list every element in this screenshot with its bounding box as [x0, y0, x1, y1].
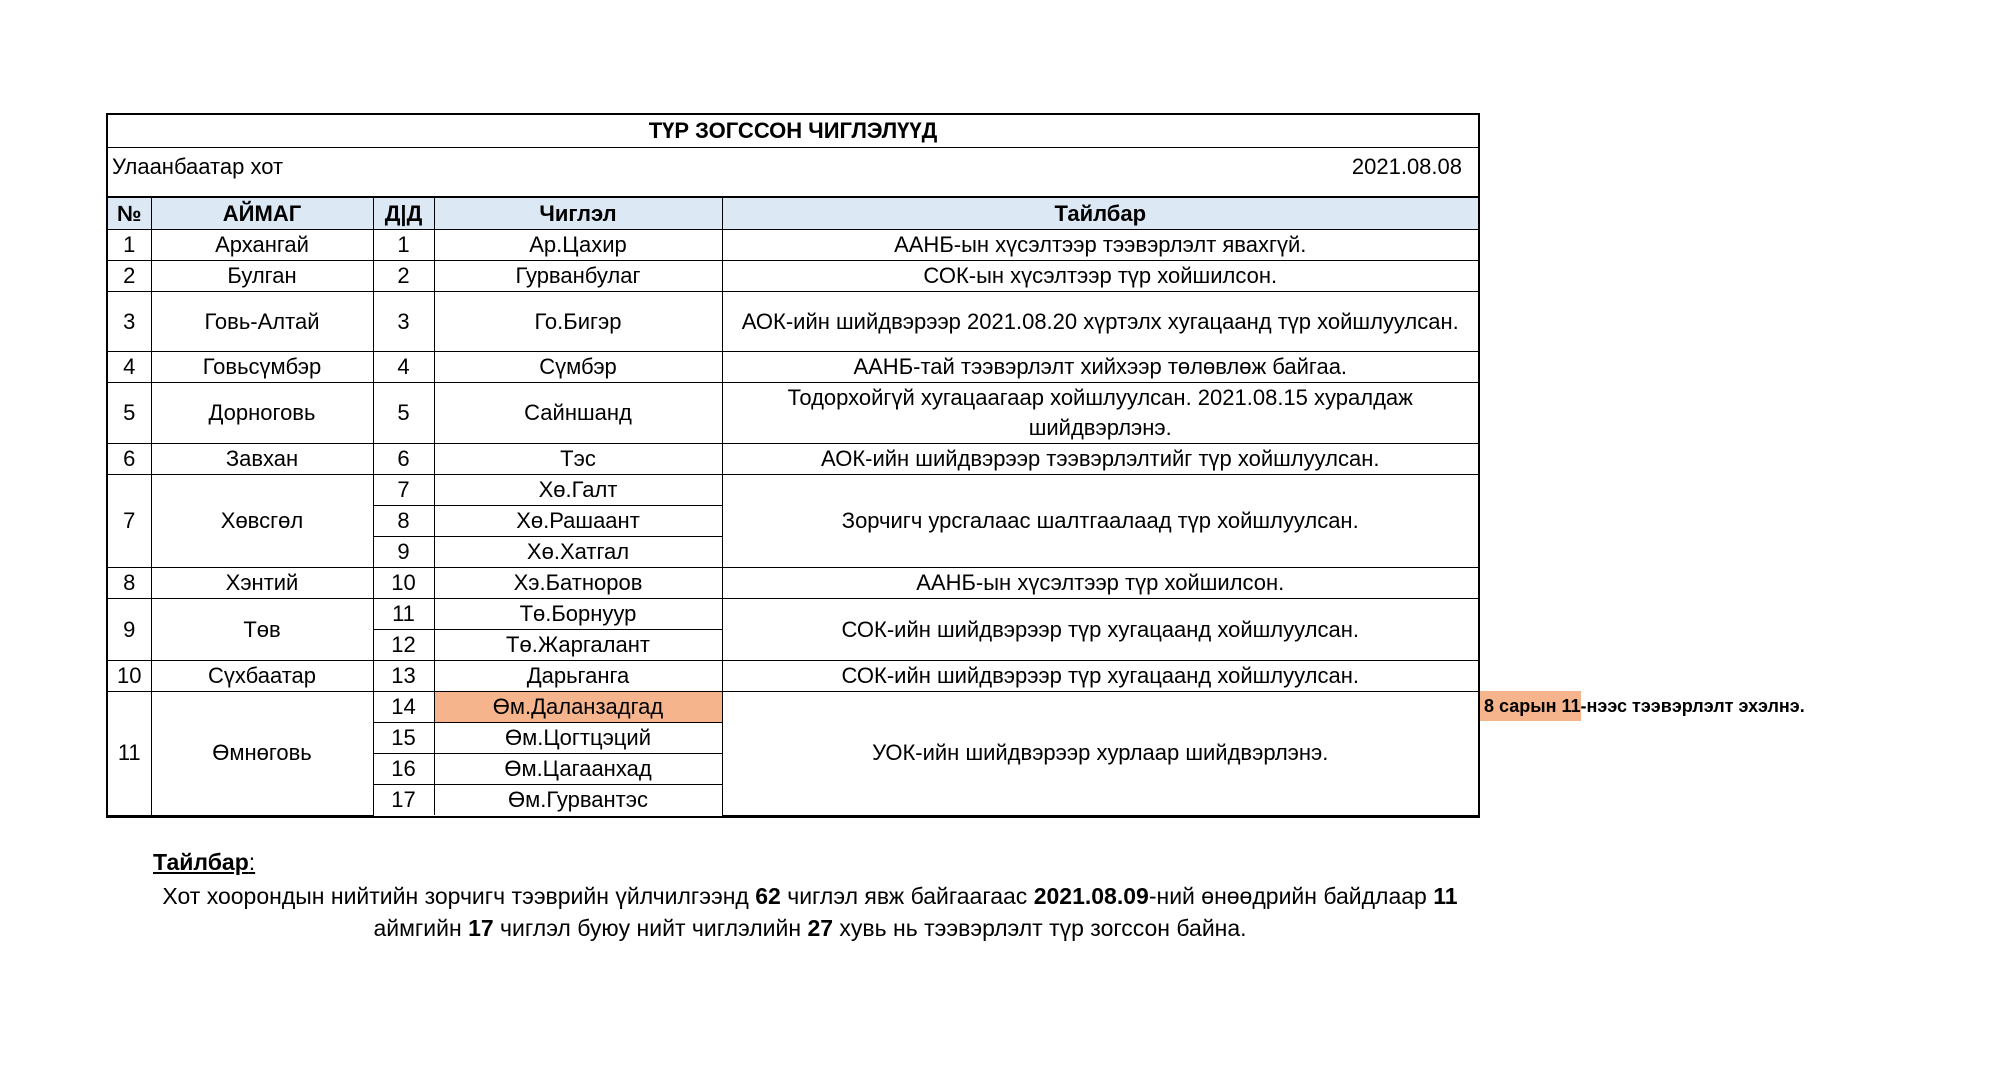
note-cell: Зорчигч урсгалаас шалтгаалаад түр хойшлуулсан.: [722, 475, 1478, 568]
dd-cell: 17: [373, 785, 434, 816]
route-cell: Өм.Цагаанхад: [434, 754, 722, 785]
aimag-cell: Сүхбаатар: [151, 661, 373, 692]
header-no: №: [108, 198, 151, 230]
aimag-cell: Дорноговь: [151, 383, 373, 444]
row-number: 1: [108, 230, 151, 261]
side-note-text: -нээс тээвэрлэлт эхэлнэ.: [1580, 696, 1805, 716]
note-cell: Тодорхойгүй хугацаагаар хойшлуулсан. 2021.08.15 хуралдаж шийдвэрлэнэ.: [722, 383, 1478, 444]
side-note: [1480, 691, 1805, 721]
row-number: 3: [108, 292, 151, 352]
aimag-cell: Архангай: [151, 230, 373, 261]
dd-cell: 15: [373, 723, 434, 754]
dd-cell: 13: [373, 661, 434, 692]
row-number: 10: [108, 661, 151, 692]
aimag-cell: Завхан: [151, 444, 373, 475]
row-number: 11: [108, 692, 151, 816]
routes-table-body: [108, 198, 1478, 815]
route-cell: Дарьганга: [434, 661, 722, 692]
legend-text: [160, 880, 1460, 944]
meta-row: [108, 148, 1478, 198]
route-cell: Гурванбулаг: [434, 261, 722, 292]
dd-cell: 3: [373, 292, 434, 352]
table-row: [108, 230, 1478, 261]
route-cell: Тө.Борнуур: [434, 599, 722, 630]
header-route: Чиглэл: [434, 198, 722, 230]
table-row: [108, 261, 1478, 292]
route-cell: Сайншанд: [434, 383, 722, 444]
table-row: [108, 568, 1478, 599]
report-date: 2021.08.08: [1351, 154, 1462, 179]
note-cell: АОК-ийн шийдвэрээр 2021.08.20 хүртэлх хугацаанд түр хойшлуулсан.: [722, 292, 1478, 352]
city-label: Улаанбаатар хот: [112, 154, 284, 179]
row-number: 2: [108, 261, 151, 292]
row-number: 6: [108, 444, 151, 475]
schedule-sheet: [106, 113, 1480, 818]
note-cell: ААНБ-ын хүсэлтээр тээвэрлэлт явахгүй.: [722, 230, 1478, 261]
dd-cell: 11: [373, 599, 434, 630]
legend-title: [153, 849, 255, 876]
table-row: [108, 444, 1478, 475]
table-row: [108, 599, 1478, 630]
note-cell: СОК-ийн шийдвэрээр түр хугацаанд хойшлуулсан.: [722, 661, 1478, 692]
route-cell: Өм.Цогтцэций: [434, 723, 722, 754]
table-row: [108, 292, 1478, 352]
row-number: 4: [108, 352, 151, 383]
legend-segment: Хот хоорондын нийтийн зорчигч тээврийн үйлчилгээнд: [162, 883, 756, 909]
route-cell: Өм.Даланзадгад: [434, 692, 722, 723]
table-row: [108, 352, 1478, 383]
row-number: 7: [108, 475, 151, 568]
table-row: [108, 383, 1478, 444]
legend-segment: 11: [1433, 883, 1458, 909]
aimag-cell: Хөвсгөл: [151, 475, 373, 568]
dd-cell: 10: [373, 568, 434, 599]
legend-segment: -ний өнөөдрийн байдлаар: [1148, 883, 1434, 909]
routes-table: [108, 198, 1478, 816]
dd-cell: 12: [373, 630, 434, 661]
side-note-highlight: 8 сарын 11: [1480, 691, 1581, 721]
legend-segment: чиглэл буюу нийт чиглэлийн: [493, 915, 808, 941]
dd-cell: 4: [373, 352, 434, 383]
dd-cell: 5: [373, 383, 434, 444]
document-title: ТҮР ЗОГССОН ЧИГЛЭЛҮҮД: [108, 115, 1478, 148]
note-cell: ААНБ-ын хүсэлтээр түр хойшилсон.: [722, 568, 1478, 599]
legend-segment: 27: [807, 915, 834, 941]
legend-segment: 2021.08.09: [1033, 883, 1149, 909]
route-cell: Хэ.Батноров: [434, 568, 722, 599]
dd-cell: 6: [373, 444, 434, 475]
dd-cell: 8: [373, 506, 434, 537]
route-cell: Хө.Рашаант: [434, 506, 722, 537]
legend-segment: хувь нь тээвэрлэлт түр зогссон байна.: [833, 915, 1247, 941]
row-number: 8: [108, 568, 151, 599]
route-cell: Тө.Жаргалант: [434, 630, 722, 661]
route-cell: Ар.Цахир: [434, 230, 722, 261]
route-cell: Тэс: [434, 444, 722, 475]
dd-cell: 9: [373, 537, 434, 568]
aimag-cell: Өмнөговь: [151, 692, 373, 816]
legend-segment: чиглэл явж байгаагаас: [780, 883, 1034, 909]
dd-cell: 16: [373, 754, 434, 785]
dd-cell: 2: [373, 261, 434, 292]
note-cell: СОК-ын хүсэлтээр түр хойшилсон.: [722, 261, 1478, 292]
dd-cell: 7: [373, 475, 434, 506]
table-row: [108, 661, 1478, 692]
route-cell: Сүмбэр: [434, 352, 722, 383]
table-row: [108, 475, 1478, 506]
dd-cell: 14: [373, 692, 434, 723]
note-cell: АОК-ийн шийдвэрээр тээвэрлэлтийг түр хойшлуулсан.: [722, 444, 1478, 475]
header-dd: Д|Д: [373, 198, 434, 230]
legend-segment: аймгийн: [373, 915, 469, 941]
legend-segment: 62: [755, 883, 781, 909]
table-row: [108, 692, 1478, 723]
row-number: 5: [108, 383, 151, 444]
route-cell: Хө.Галт: [434, 475, 722, 506]
note-cell: УОК-ийн шийдвэрээр хурлаар шийдвэрлэнэ.: [722, 692, 1478, 816]
aimag-cell: Хэнтий: [151, 568, 373, 599]
route-cell: Го.Бигэр: [434, 292, 722, 352]
legend-title-colon: :: [248, 849, 256, 875]
row-number: 9: [108, 599, 151, 661]
aimag-cell: Говь-Алтай: [151, 292, 373, 352]
table-header-row: [108, 198, 1478, 230]
route-cell: Өм.Гурвантэс: [434, 785, 722, 816]
header-note: Тайлбар: [722, 198, 1478, 230]
aimag-cell: Говьсүмбэр: [151, 352, 373, 383]
header-aimag: АЙМАГ: [151, 198, 373, 230]
aimag-cell: Булган: [151, 261, 373, 292]
route-cell: Хө.Хатгал: [434, 537, 722, 568]
dd-cell: 1: [373, 230, 434, 261]
note-cell: СОК-ийн шийдвэрээр түр хугацаанд хойшлуулсан.: [722, 599, 1478, 661]
aimag-cell: Төв: [151, 599, 373, 661]
legend-title-text: Тайлбар: [153, 849, 249, 875]
legend-segment: 17: [468, 915, 494, 941]
note-cell: ААНБ-тай тээвэрлэлт хийхээр төлөвлөж байгаа.: [722, 352, 1478, 383]
